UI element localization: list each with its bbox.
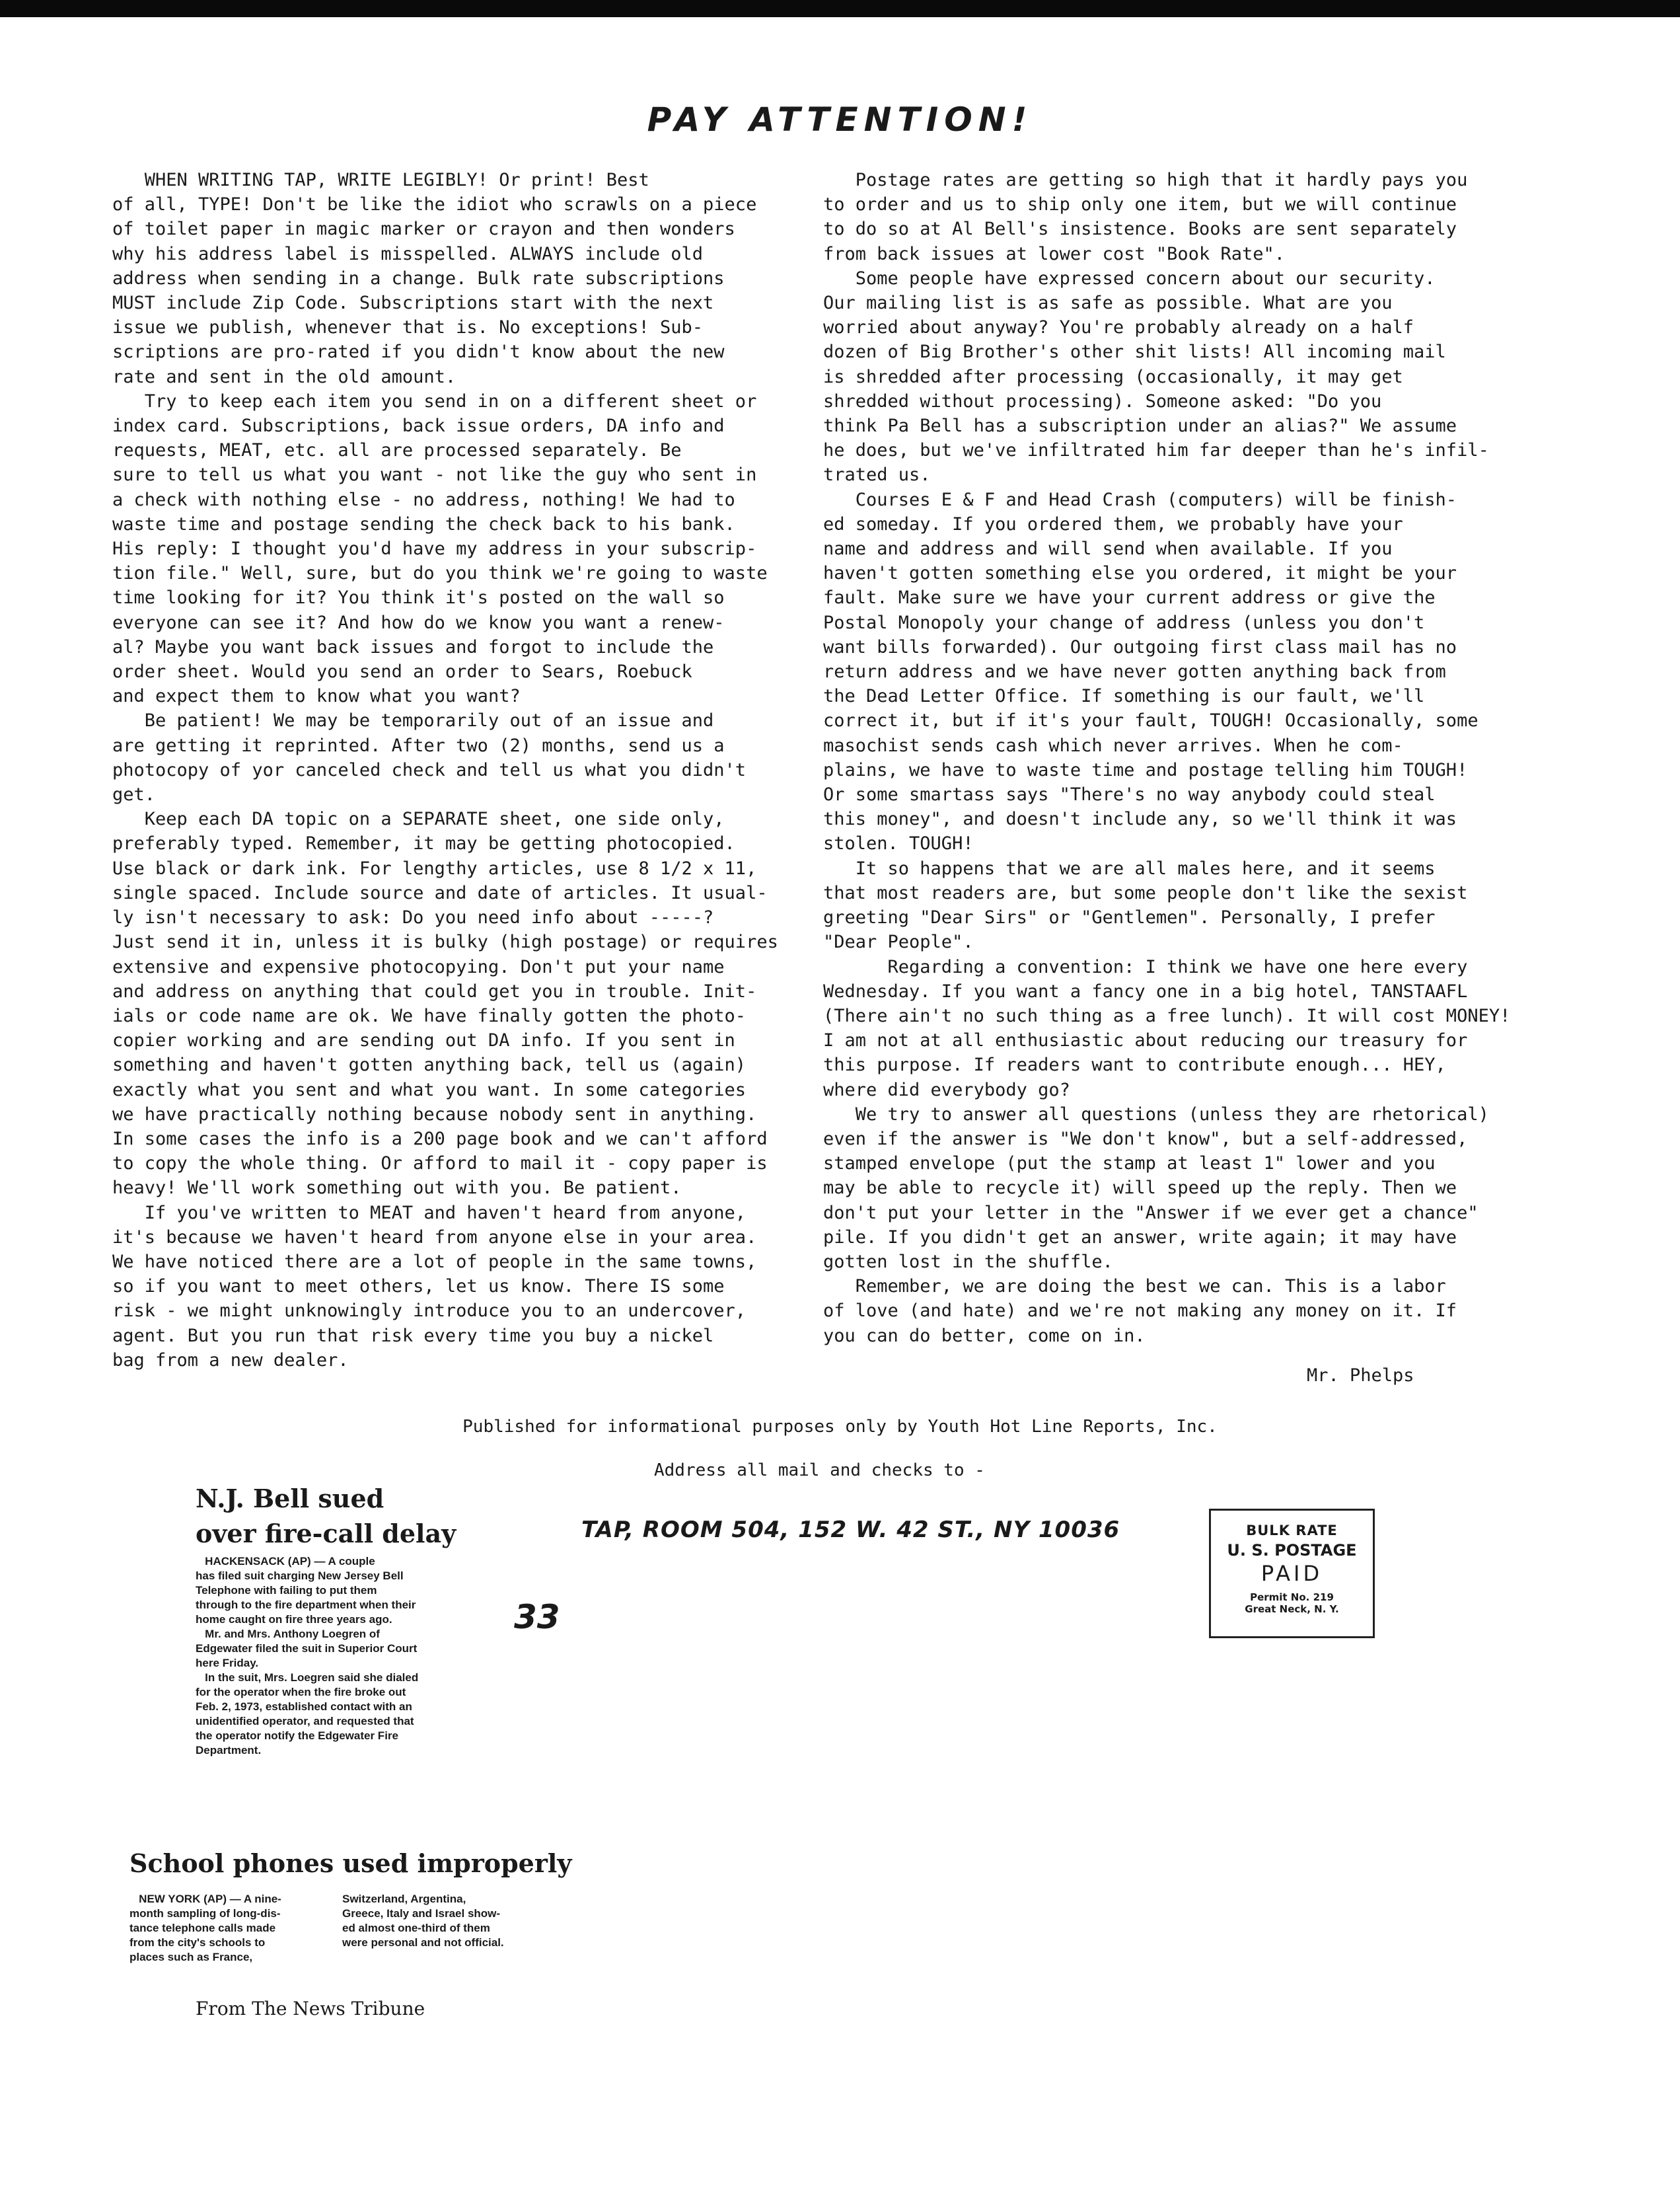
- address-label: Address all mail and checks to -: [654, 1460, 985, 1480]
- mailing-address: TAP, ROOM 504, 152 W. 42 ST., NY 10036: [581, 1517, 1120, 1543]
- bulk-rate-postage-stamp: [1209, 1509, 1375, 1638]
- right-column-text: Postage rates are getting so high that it hardly pays you to order and us to ship only one item, but we will continue to do so at Al Bell's insistence. Books are sent separately from back issues at lower cost "Book Rate". Some people have expressed concern about our security. Our mailing list is as safe as possible. What are you worried about anyway? You're probably already on a half dozen of Big Brother's other shit lists! All incoming mail is shredded after processing (occasionally, it may get shredded without processing). Someone asked: "Do you think Pa Bell has a subscription under an alias?" We assume he does, but we've infiltrated him far deeper than he's infil- trated us. Courses E & F and Head Crash (computers) will be finish- ed someday. If you ordered them, we probably have your name and address and will send when available. If you haven't gotten something else you ordered, it might be your fault. Make sure we have your current address or give the Postal Monopoly your change of address (unless you don't want bills forwarded). Our outgoing first class mail has no return address and we have never gotten anything back from the Dead Letter Office. If something is our fault, we'll correct it, but if it's your fault, TOUGH! Occasionally, some masochist sends cash which never arrives. When he com- plains, we have to waste time and postage telling him TOUGH! Or some smartass says "There's no way anybody could steal this money", and doesn't include any, so we'll think it was stolen. TOUGH! It so happens that we are all males here, and it seems that most readers are, but some people don't like the sexist greeting "Dear Sirs" or "Gentlemen". Personally, I prefer "Dear People". Regarding a convention: I think we have one here every Wednesday. If you want a fancy one in a big hotel, TANSTAAFL (There ain't no such thing as a free lunch). It will cost MONEY! I am not at all enthusiastic about reducing our treasury for this purpose. If readers want to contribute enough... HEY, where did everybody go? We try to answer all questions (unless they are rhetorical) even if the answer is "We don't know", but a self-addressed, stamped envelope (put the stamp at least 1" lower and you may be able to recycle it) will speed up the reply. Then we don't put your letter in the "Answer if we ever get a chance" pile. If you didn't get an answer, write again; it may have gotten lost in the shuffle. Remember, we are doing the best we can. This is a labor of love (and hate) and we're not making any money on it. If you can do better, come on in.: [823, 170, 1511, 1346]
- clipping-1-body: HACKENSACK (AP) — A couple has filed suit charging New Jersey Bell Telephone with failing to put them through to the fire department when their home caught on fire three years ago. Mr. and Mrs. Anthony Loegren of Edgewater filed the suit in Superior Court here Friday. In the suit, Mrs. Loegren said she dialed for the operator when the fire broke out Feb. 2, 1973, established contact with an unidentified operator, and requested that the operator notify the Edgewater Fire Department.: [196, 1555, 419, 1756]
- left-column-text: WHEN WRITING TAP, WRITE LEGIBLY! Or print! Best of all, TYPE! Don't be like the idiot who scrawls on a piece of toilet paper in magic marker or crayon and then wonders why his address label is misspelled. ALWAYS include old address when sending in a change. Bulk rate subscriptions MUST include Zip Code. Subscriptions start with the next issue we publish, whenever that is. No exceptions! Sub- scriptions are pro-rated if you didn't know about the new rate and sent in the old amount. Try to keep each item you send in on a different sheet or index card. Subscriptions, back issue orders, DA info and requests, MEAT, etc. all are processed separately. Be sure to tell us what you want - not like the guy who sent in a check with nothing else - no address, nothing! We had to waste time and postage sending the check back to his bank. His reply: I thought you'd have my address in your subscrip- tion file." Well, sure, but do you think we're going to waste time looking for it? You think it's posted on the wall so everyone can see it? And how do we know you want a renew- al? Maybe you want back issues and forgot to include the order sheet. Would you send an order to Sears, Roebuck and expect them to know what you want? Be patient! We may be temporarily out of an issue and are getting it reprinted. After two (2) months, send us a photocopy of yor canceled check and tell us what you didn't get. Keep each DA topic on a SEPARATE sheet, one side only, preferably typed. Remember, it may be getting photocopied. Use black or dark ink. For lengthy articles, use 8 1/2 x 11, single spaced. Include source and date of articles. It usual- ly isn't necessary to ask: Do you need info about -----? Just send it in, unless it is bulky (high postage) or requires extensive and expensive photocopying. Don't put your name and address on anything that could get you in trouble. Init- ials or code name are ok. We have finally gotten the photo- copier working and are sending out DA info. If you sent in something and haven't gotten anything back, tell us (again) exactly what you sent and what you want. In some categories we have practically nothing because nobody sent in anything. In some cases the info is a 200 page book and we can't afford to copy the whole thing. Or afford to mail it - copy paper is heavy! We'll work something out with you. Be patient. If you've written to MEAT and haven't heard from anyone, it's because we haven't heard from anyone else in your area. We have noticed there are a lot of people in the same towns, so if you want to meet others, let us know. There IS some risk - we might unknowingly introduce you to an undercover, agent. But you run that risk every time you buy a nickel bag from a new dealer.: [112, 170, 778, 1371]
- stamp-line-1: BULK RATE: [1246, 1523, 1338, 1538]
- stamp-line-2: U. S. POSTAGE: [1227, 1541, 1357, 1560]
- page-number: 33: [514, 1598, 560, 1636]
- top-border: [0, 0, 1680, 17]
- signature: Mr. Phelps: [1307, 1365, 1414, 1386]
- clipping-1-headline-1: N.J. Bell sued: [196, 1484, 384, 1513]
- stamp-line-3: PAID: [1260, 1561, 1323, 1586]
- source-credit: From The News Tribune: [196, 1998, 425, 2020]
- page-title: PAY ATTENTION!: [647, 100, 1033, 139]
- clipping-1-headline-2: over fire-call delay: [196, 1519, 457, 1548]
- clipping-2-body-left: NEW YORK (AP) — A nine- month sampling of long-dis- tance telephone calls made from the city's schools to places such as France,: [129, 1893, 281, 1963]
- clipping-2-body-right: Switzerland, Argentina, Greece, Italy and Israel show- ed almost one-third of them were personal and not official.: [342, 1893, 504, 1949]
- clipping-2-headline: School phones used improperly: [129, 1848, 572, 1878]
- stamp-line-5: Great Neck, N. Y.: [1245, 1603, 1339, 1615]
- published-by: Published for informational purposes only by Youth Hot Line Reports, Inc.: [462, 1417, 1218, 1437]
- stamp-line-4: Permit No. 219: [1250, 1591, 1334, 1603]
